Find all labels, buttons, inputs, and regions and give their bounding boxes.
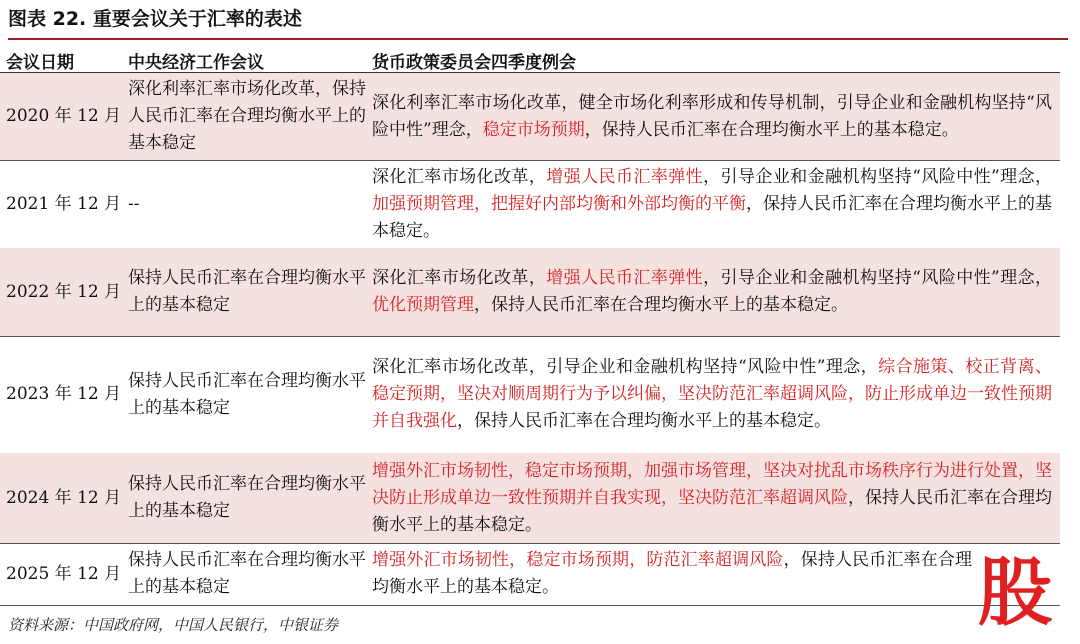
- row-mpc: 深化利率汇率市场化改革，健全市场化利率形成和传导机制，引导企业和金融机构坚持“风险中性”理念，稳定市场预期，保持人民币汇率在合理均衡水平上的基本稳定。: [372, 92, 1052, 140]
- table-row-2023: [0, 336, 1060, 454]
- row-mpc: 增强外汇市场韧性，稳定市场预期，加强市场管理，坚决对扰乱市场秩序行为进行处置，坚决防止形成单边一致性预期并自我实现，坚决防范汇率超调风险，保持人民币汇率在合理均衡水平上的基本稳定。: [372, 460, 1052, 535]
- row-cewc: --: [128, 193, 140, 214]
- watermark-logo: 股: [978, 550, 1052, 636]
- title-rule: [8, 38, 1068, 40]
- header-cewc: 中央经济工作会议: [128, 53, 264, 73]
- row-cewc: 保持人民币汇率在合理均衡水平上的基本稳定: [128, 550, 366, 597]
- row-date: 2021 年 12 月: [6, 193, 122, 214]
- row-date: 2025 年 12 月: [6, 563, 122, 584]
- header-date: 会议日期: [6, 53, 74, 73]
- row-cewc: 保持人民币汇率在合理均衡水平上的基本稳定: [128, 474, 366, 521]
- row-mpc: 深化汇率市场化改革，引导企业和金融机构坚持“风险中性”理念，综合施策、校正背离、稳定预期，坚决对顺周期行为予以纠偏，坚决防范汇率超调风险，防止形成单边一致性预期并自我强化，保持人民币汇率在合理均衡水平上的基本稳定。: [372, 357, 1053, 431]
- row-date: 2024 年 12 月: [6, 487, 122, 508]
- table-row-2020: [0, 73, 1060, 161]
- table-row-2022: [0, 248, 1060, 337]
- row-date: 2020 年 12 月: [6, 106, 122, 126]
- row-date: 2023 年 12 月: [6, 384, 122, 404]
- source-note: 资料来源：中国政府网，中国人民银行，中银证券: [8, 616, 339, 634]
- row-cewc: 深化利率汇率市场化改革，保持人民币汇率在合理均衡水平上的基本稳定: [128, 79, 366, 153]
- table-row-2024: [0, 453, 1060, 544]
- row-cewc: 保持人民币汇率在合理均衡水平上的基本稳定: [128, 370, 366, 418]
- table-header: [0, 44, 1060, 73]
- header-mpc: 货币政策委员会四季度例会: [372, 53, 576, 73]
- row-date: 2022 年 12 月: [6, 281, 122, 302]
- row-mpc: 深化汇率市场化改革，增强人民币汇率弹性，引导企业和金融机构坚持“风险中性”理念，加强预期管理，把握好内部均衡和外部均衡的平衡，保持人民币汇率在合理均衡水平上的基本稳定。: [372, 166, 1053, 241]
- row-mpc: 增强外汇市场韧性，稳定市场预期，防范汇率超调风险，保持人民币汇率在合理均衡水平上的基本稳定。: [372, 550, 973, 597]
- table-row-2021: [0, 160, 1060, 249]
- row-cewc: 保持人民币汇率在合理均衡水平上的基本稳定: [128, 268, 366, 315]
- figure-title: 图表 22. 重要会议关于汇率的表述: [8, 8, 302, 30]
- table-row-2025: [0, 543, 1060, 606]
- row-mpc: 深化汇率市场化改革，增强人民币汇率弹性，引导企业和金融机构坚持“风险中性”理念，优化预期管理，保持人民币汇率在合理均衡水平上的基本稳定。: [372, 268, 1053, 315]
